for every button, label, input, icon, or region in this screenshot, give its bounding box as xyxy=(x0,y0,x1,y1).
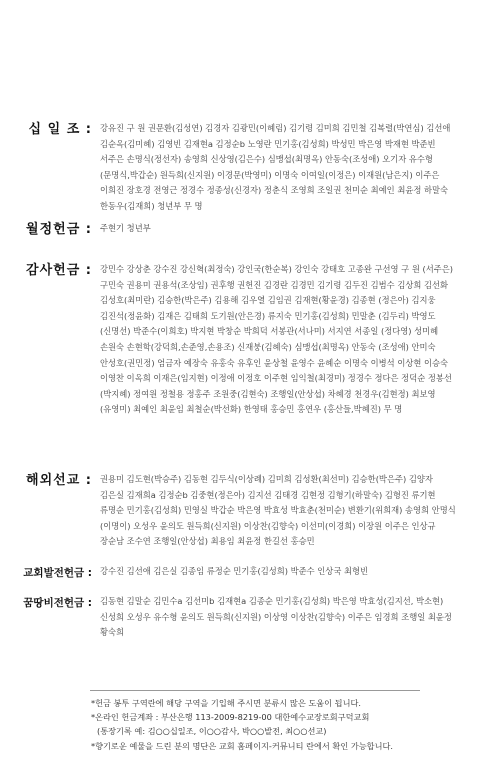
section-missions xyxy=(0,472,491,550)
section-monthly xyxy=(0,221,491,239)
note-line: (통장기록 예: 김○○십일조, 이○○감사, 박○○발전, 최○○선교) xyxy=(97,726,327,737)
note-line: *온라인 헌금계좌 : 부산은행 113-2009-8219-00 대한예수교장로회구덕교회 xyxy=(91,712,370,723)
section-church-development xyxy=(0,564,491,582)
note-line: *향기로운 예물을 드린 분의 명단은 교회 홈페이지-커뮤니티 란에서 확인 가능합니다. xyxy=(91,740,393,751)
footer-notes xyxy=(91,696,451,753)
section-names: 주현기 청년부 xyxy=(100,223,151,233)
section-names: 권용미 김도현(박승주) 김동현 김두식(이상례) 김미희 김성환(최선미) 김승한(박은주) 김양자 김은실 김재희a 김정순b 김중현(정은아) 김지선 김태경 김현정 김형기(하말숙) 김형진 류기현 류명순 민기홍(김성희) 민영실 박갑순 박은영 박효성 박효춘(천미순) 변환기(위희재) 송영희 안명식(이명이) 오성우 윤의도 원득희(신지원) 이상찬(김향숙) 이선미(이경희) 이장원 이주은 인상규 장순남 조수연 조행일(안상섭) 최용임 최윤정 한길선 홍승민 xyxy=(100,474,456,547)
section-label: 십 일 조 : xyxy=(28,122,92,137)
section-label: 감사헌금 : xyxy=(26,263,92,278)
divider xyxy=(90,690,420,691)
section-dream-vision xyxy=(0,594,491,641)
section-label: 교회발전헌금 : xyxy=(23,567,92,579)
section-names: 강수진 김선애 김은실 김종임 류정순 민기홍(김성희) 박준수 인상국 최형빈 xyxy=(100,566,369,576)
section-label: 월정헌금 : xyxy=(26,222,92,237)
section-thanksgiving xyxy=(0,262,491,418)
section-label: 꿈땅비전헌금 : xyxy=(23,597,92,609)
section-names: 김동현 김말순 김민수a 김선미b 김재현a 김종순 민기홍(김성희) 박은영 박효성(김지선, 박소현) 신성희 오성우 유수형 윤의도 원득희(신지원) 이상영 이상찬(김향숙) 이주은 임경희 조행일 최윤정 황숙희 xyxy=(100,596,452,638)
section-names: 강유진 구 원 권문환(김성연) 김경자 김광민(이혜림) 김기령 김미희 김민철 김복렬(박연심) 김선애 김순옥(김미혜) 김영빈 김재현a 김정순b 노영란 민기홍(김성희) 박성민 박은영 박재현 박준빈 서주은 손명식(정선자) 송영희 신상영(김은수) 심맹섭(최명옥) 안동숙(조성애) 오기자 유수형(문명식,박갑순) 원득희(신지원) 이경문(박영미) 이명숙 이여일(이정은) 이재원(남은지) 이주은 이희진 장호경 전영근 정경수 정종성(신경자) 정춘식 조영희 조일권 천미순 최예인 최윤정 하말숙 한동우(김재희) 청년부 무 명 xyxy=(100,123,451,211)
note-line: *헌금 봉투 구역란에 해당 구역을 기입해 주시면 분류시 많은 도움이 됩니다. xyxy=(91,698,361,708)
section-label: 해외선교 : xyxy=(26,473,92,488)
section-tithe xyxy=(0,121,491,215)
section-names: 강민수 강상춘 강수진 강신혁(최정숙) 강인국(한순복) 강인숙 강태호 고종완 구선영 구 원 (서주은) 구민숙 권용미 권용석(조상임) 권후행 권헌진 김경란 김경민 김기령 김두진 김범수 김상희 김선화 김성호(최미란) 김승한(박은주) 김용해 김우열 김임권 김재현(황윤경) 김종현 (정은아) 김지웅 김진석(정윤화) 김재은 김태희 도기원(안은경) 류지숙 민기홍(김성희) 민말춘 (김두리) 박영도(신명선) 박준수(이희호) 박지현 박창순 박희덕 서봉관(서나미) 서지연 서종일 (정다영) 성미혜 손원숙 손현학(강덕희,손준영,손용조) 신재붕(김혜숙) 심맹섭(최명옥) 안동숙 (조성애) 안미숙 안성호(권민정) 엄금자 예장숙 유홍숙 유후인 윤상철 윤영수 윤혜순 이명숙 이병석 이상현 이승숙 이영찬 이옥희 이재은(임지현) 이정애 이정호 이주현 임익철(최경미) 정경수 정다은 정덕순 정봉선(박지혜) 정여원 정철용 정홍주 조원중(김현숙) 조행일(안상섭) 차혜경 천경우(김현정) 최보영(유영미) 최예인 최윤임 최철순(박선화) 한영태 홍승민 홍연우 (홍산들,박혜진) 무 명 xyxy=(100,264,453,415)
